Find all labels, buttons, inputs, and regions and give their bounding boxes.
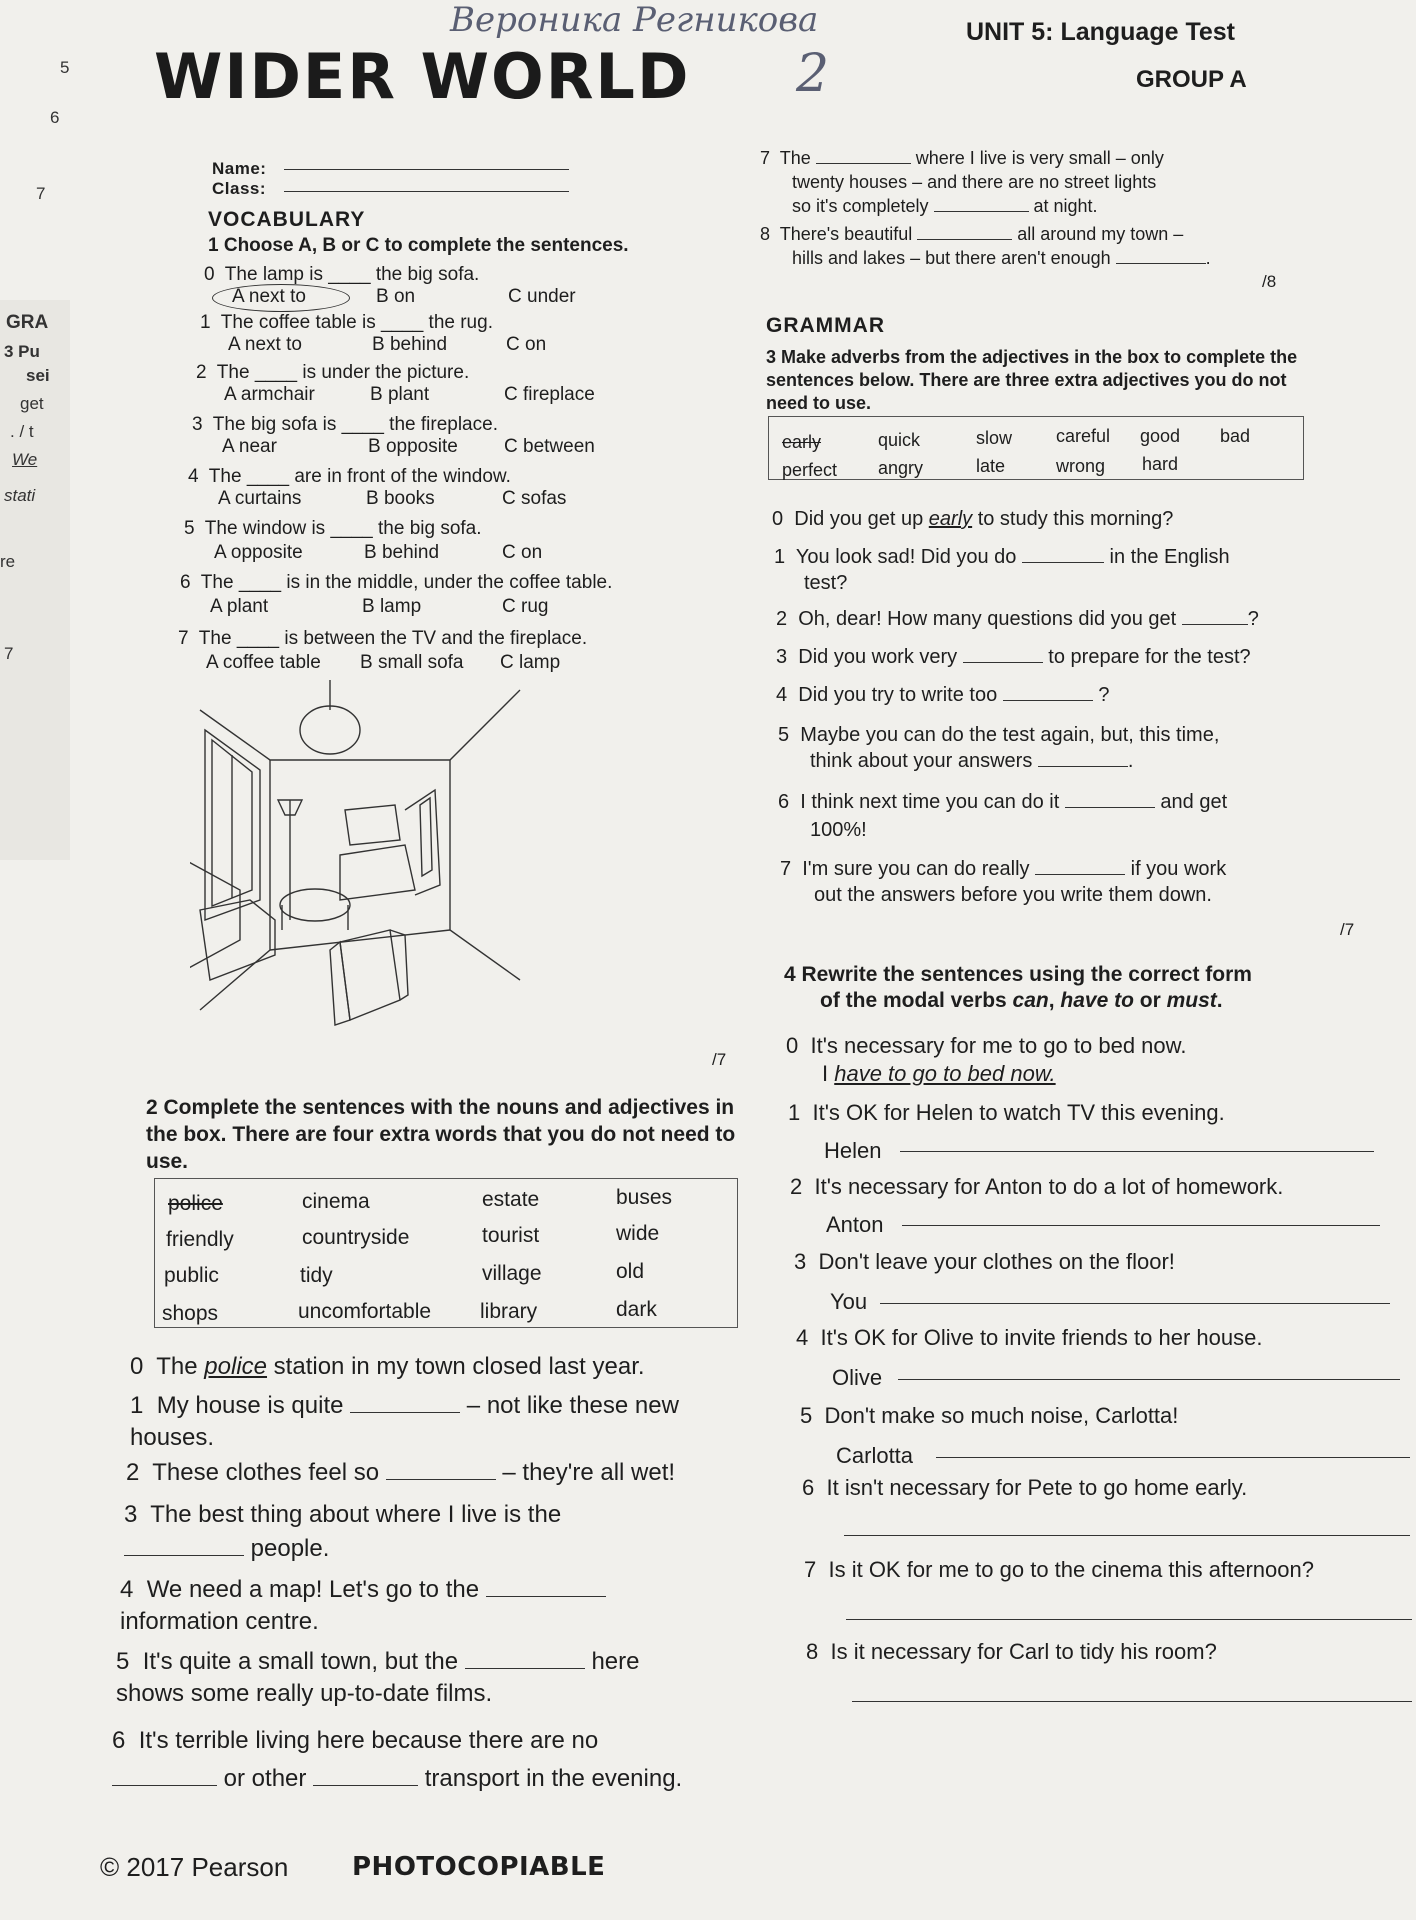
answer-blank[interactable]	[465, 1667, 585, 1669]
ex1-option-c[interactable]: C on	[502, 542, 543, 563]
word-box-item: wrong	[1056, 456, 1106, 476]
ex4-item-2: 2 It's necessary for Anton to do a lot of homework. Anton	[790, 1174, 1284, 1237]
word-box-item: hard	[1142, 454, 1179, 474]
ex3-item-0: 0 Did you get up early to study this morning?	[772, 508, 1174, 530]
ex3-item-2: 2 Oh, dear! How many questions did you get ?	[776, 608, 1259, 630]
ex1-option-c[interactable]: C between	[504, 436, 595, 457]
word-box-item: uncomfortable	[298, 1300, 432, 1323]
margin-text: re	[0, 552, 16, 571]
answer-blank[interactable]	[124, 1554, 244, 1556]
ex4-answer-line[interactable]	[846, 1618, 1412, 1620]
brand-title: WIDER WORLD	[154, 40, 691, 113]
name-label: Name:	[212, 159, 267, 178]
margin-text: 6	[50, 108, 60, 127]
answer-blank[interactable]	[313, 1784, 418, 1786]
word-box-item: tourist	[482, 1224, 540, 1247]
word-box-item: dark	[616, 1298, 657, 1321]
ex2-item-0: 0 The police station in my town closed last year.	[130, 1353, 645, 1380]
answer-blank[interactable]	[1022, 561, 1104, 563]
answer-blank[interactable]	[816, 162, 911, 164]
ex2-instruction: 2 Complete the sentences with the nouns and adjectives in the box. There are four extra words that you do not need to use.	[146, 1096, 736, 1173]
ex1-option-a[interactable]: A opposite	[214, 542, 303, 563]
ex3-item-3: 3 Did you work very to prepare for the test?	[776, 646, 1251, 668]
ex1-option-b[interactable]: B opposite	[368, 436, 458, 457]
ex4-answer-line[interactable]	[898, 1378, 1400, 1380]
ex2-item-1: 1 My house is quite – not like these new houses.	[130, 1392, 679, 1451]
answer-blank[interactable]	[486, 1595, 606, 1597]
ex3-item-6: 6 I think next time you can do it and get 100%!	[778, 791, 1228, 841]
ex1-option-b[interactable]: B lamp	[362, 596, 422, 617]
ex2-score: /8	[1262, 272, 1277, 291]
ex1-option-b[interactable]: B plant	[370, 384, 430, 405]
ex1-instruction: 1 Choose A, B or C to complete the sentences.	[208, 235, 629, 256]
ex1-item-0: 0 The lamp is ____ the big sofa.	[204, 264, 480, 285]
class-label: Class:	[212, 179, 267, 198]
ex1-item-2: 2 The ____ is under the picture.	[196, 362, 470, 383]
margin-text: We	[12, 450, 38, 469]
ex2-item-8: 8 There's beautiful all around my town – hills and lakes – but there aren't enough .	[760, 224, 1211, 268]
margin-text: 5	[60, 58, 70, 77]
ex1-item-6: 6 The ____ is in the middle, under the coffee table.	[180, 572, 613, 593]
ex1-item-5: 5 The window is ____ the big sofa.	[184, 518, 482, 539]
ex1-item-4: 4 The ____ are in front of the window.	[188, 466, 511, 487]
ex1-option-b[interactable]: B behind	[364, 542, 440, 563]
group-label: GROUP A	[1136, 66, 1247, 93]
ex3-score: /7	[1340, 920, 1355, 939]
ex1-option-c[interactable]: C rug	[502, 596, 549, 617]
ex4-item-4: 4 It's OK for Olive to invite friends to her house. Olive	[796, 1325, 1263, 1390]
word-box-item: countryside	[302, 1226, 410, 1249]
ex4-answer-line[interactable]	[852, 1700, 1412, 1702]
ex1-item-1: 1 The coffee table is ____ the rug.	[200, 312, 493, 333]
answer-blank[interactable]	[934, 210, 1029, 212]
margin-text: stati	[4, 486, 36, 505]
answer-blank[interactable]	[1116, 262, 1206, 264]
ex4-answer-line[interactable]	[844, 1534, 1410, 1536]
ex3-item-4: 4 Did you try to write too ?	[776, 684, 1110, 706]
word-box-item: estate	[482, 1188, 540, 1211]
ex1-option-a[interactable]: A armchair	[224, 384, 315, 405]
ex1-option-a[interactable]: A next to	[228, 334, 302, 355]
ex3-item-5: 5 Maybe you can do the test again, but, this time, think about your answers .	[778, 724, 1220, 772]
ex1-option-c: C under	[508, 286, 576, 307]
ex2-item-5: 5 It's quite a small town, but the here shows some really up-to-date films.	[116, 1648, 640, 1707]
word-box-item: slow	[976, 428, 1013, 448]
margin-text: 3 Pu	[4, 342, 40, 361]
ex1-option-a[interactable]: A coffee table	[206, 652, 321, 673]
word-box-item: good	[1140, 426, 1181, 446]
word-box-item: early	[782, 432, 822, 452]
answer-blank[interactable]	[917, 238, 1012, 240]
margin-text: GRA	[6, 312, 49, 333]
ex1-option-a[interactable]: A plant	[210, 596, 269, 617]
word-box-item: friendly	[166, 1228, 234, 1251]
ex4-answer-line[interactable]	[900, 1150, 1374, 1152]
ex4-item-7: 7 Is it OK for me to go to the cinema this afternoon?	[804, 1557, 1314, 1582]
word-box-item: perfect	[782, 460, 838, 480]
ex1-option-b[interactable]: B behind	[372, 334, 448, 355]
word-box-item: public	[164, 1264, 219, 1287]
handwritten-level: 2	[796, 44, 830, 104]
word-box-item: bad	[1220, 426, 1251, 446]
photocopiable-label: PHOTOCOPIABLE	[352, 1852, 606, 1882]
word-box-item: tidy	[300, 1264, 333, 1287]
unit-title: UNIT 5: Language Test	[966, 18, 1236, 46]
ex2-item-4: 4 We need a map! Let's go to the information centre.	[120, 1574, 680, 1638]
class-field[interactable]	[284, 190, 569, 192]
answer-blank[interactable]	[112, 1784, 217, 1786]
living-room-illustration	[190, 680, 540, 1030]
copyright: © 2017 Pearson	[100, 1852, 289, 1882]
margin-text: get	[20, 394, 44, 413]
margin-text: 7	[36, 184, 46, 203]
ex1-option-a[interactable]: A near	[222, 436, 277, 457]
ex4-answer-line[interactable]	[936, 1456, 1410, 1458]
word-box-item: library	[480, 1300, 538, 1323]
ex4-item-6: 6 It isn't necessary for Pete to go home early.	[802, 1475, 1248, 1500]
word-box-item: village	[482, 1262, 542, 1285]
ex1-option-c[interactable]: C fireplace	[504, 384, 595, 405]
word-box-item: police	[168, 1192, 223, 1215]
ex3-item-1: 1 You look sad! Did you do in the English test?	[774, 546, 1230, 594]
ex2-item-7: 7 The where I live is very small – only twenty houses – and there are no street lights so it's completely at night.	[760, 148, 1164, 216]
ex4-answer-line[interactable]	[902, 1224, 1380, 1226]
ex1-option-c[interactable]: C sofas	[502, 488, 567, 509]
ex1-option-a: A next to	[232, 286, 306, 307]
ex1-option-c[interactable]: C on	[506, 334, 547, 355]
answer-blank[interactable]	[1065, 806, 1155, 808]
word-box-item: late	[976, 456, 1006, 476]
ex4-instruction: 4 Rewrite the sentences using the correct form of the modal verbs can, have to or must.	[784, 963, 1252, 1012]
ex1-option-a[interactable]: A curtains	[218, 488, 302, 509]
ex1-option-b[interactable]: B books	[366, 488, 435, 509]
word-box-item: cinema	[302, 1190, 370, 1213]
answer-blank[interactable]	[1003, 699, 1093, 701]
ex4-item-5: 5 Don't make so much noise, Carlotta! Carlotta	[800, 1403, 1179, 1468]
ex1-item-7: 7 The ____ is between the TV and the fireplace.	[178, 628, 588, 649]
ex4-item-0: 0 It's necessary for me to go to bed now. I have to go to bed now.	[786, 1033, 1187, 1086]
word-box-item: old	[616, 1260, 645, 1283]
word-box-item: shops	[162, 1302, 219, 1325]
answer-blank[interactable]	[1035, 873, 1125, 875]
word-box-item: careful	[1056, 426, 1111, 446]
ex4-item-3: 3 Don't leave your clothes on the floor! You	[794, 1249, 1175, 1314]
word-box-item: angry	[878, 458, 924, 478]
handwritten-student-name: Вероника Регникова	[450, 0, 819, 40]
ex1-option-c[interactable]: C lamp	[500, 652, 561, 673]
ex3-item-7: 7 I'm sure you can do really if you work out the answers before you write them down.	[780, 858, 1227, 906]
ex2-item-2: 2 These clothes feel so – they're all wet!	[126, 1459, 676, 1486]
answer-blank[interactable]	[963, 661, 1043, 663]
answer-blank[interactable]	[1038, 765, 1128, 767]
margin-text: sei	[26, 366, 50, 385]
ex1-option-b: B on	[376, 286, 416, 307]
margin-text: 7	[4, 644, 14, 663]
word-box-item: buses	[616, 1186, 673, 1209]
answer-blank[interactable]	[1182, 623, 1248, 625]
margin-text: . / t	[10, 422, 34, 441]
ex1-item-3: 3 The big sofa is ____ the fireplace.	[192, 414, 498, 435]
ex4-item-1: 1 It's OK for Helen to watch TV this evening. Helen	[788, 1100, 1225, 1163]
ex1-option-b[interactable]: B small sofa	[360, 652, 464, 673]
vocabulary-heading: VOCABULARY	[208, 208, 366, 231]
ex4-item-8: 8 Is it necessary for Carl to tidy his room?	[806, 1639, 1217, 1664]
name-field[interactable]	[284, 168, 569, 170]
answer-blank[interactable]	[350, 1411, 460, 1413]
word-box-item: quick	[878, 430, 921, 450]
ex1-score: /7	[712, 1050, 727, 1069]
grammar-heading: GRAMMAR	[766, 314, 885, 337]
answer-blank[interactable]	[386, 1478, 496, 1480]
ex3-instruction: 3 Make adverbs from the adjectives in the box to complete the sentences below. There are three extra adjectives you do not need to use.	[766, 347, 1298, 413]
ex2-item-6: 6 It's terrible living here because there are no or other transport in the evening.	[112, 1727, 683, 1792]
word-box-item: wide	[616, 1222, 660, 1245]
ex2-item-3: 3 The best thing about where I live is the people.	[124, 1501, 562, 1562]
ex4-answer-line[interactable]	[880, 1302, 1390, 1304]
